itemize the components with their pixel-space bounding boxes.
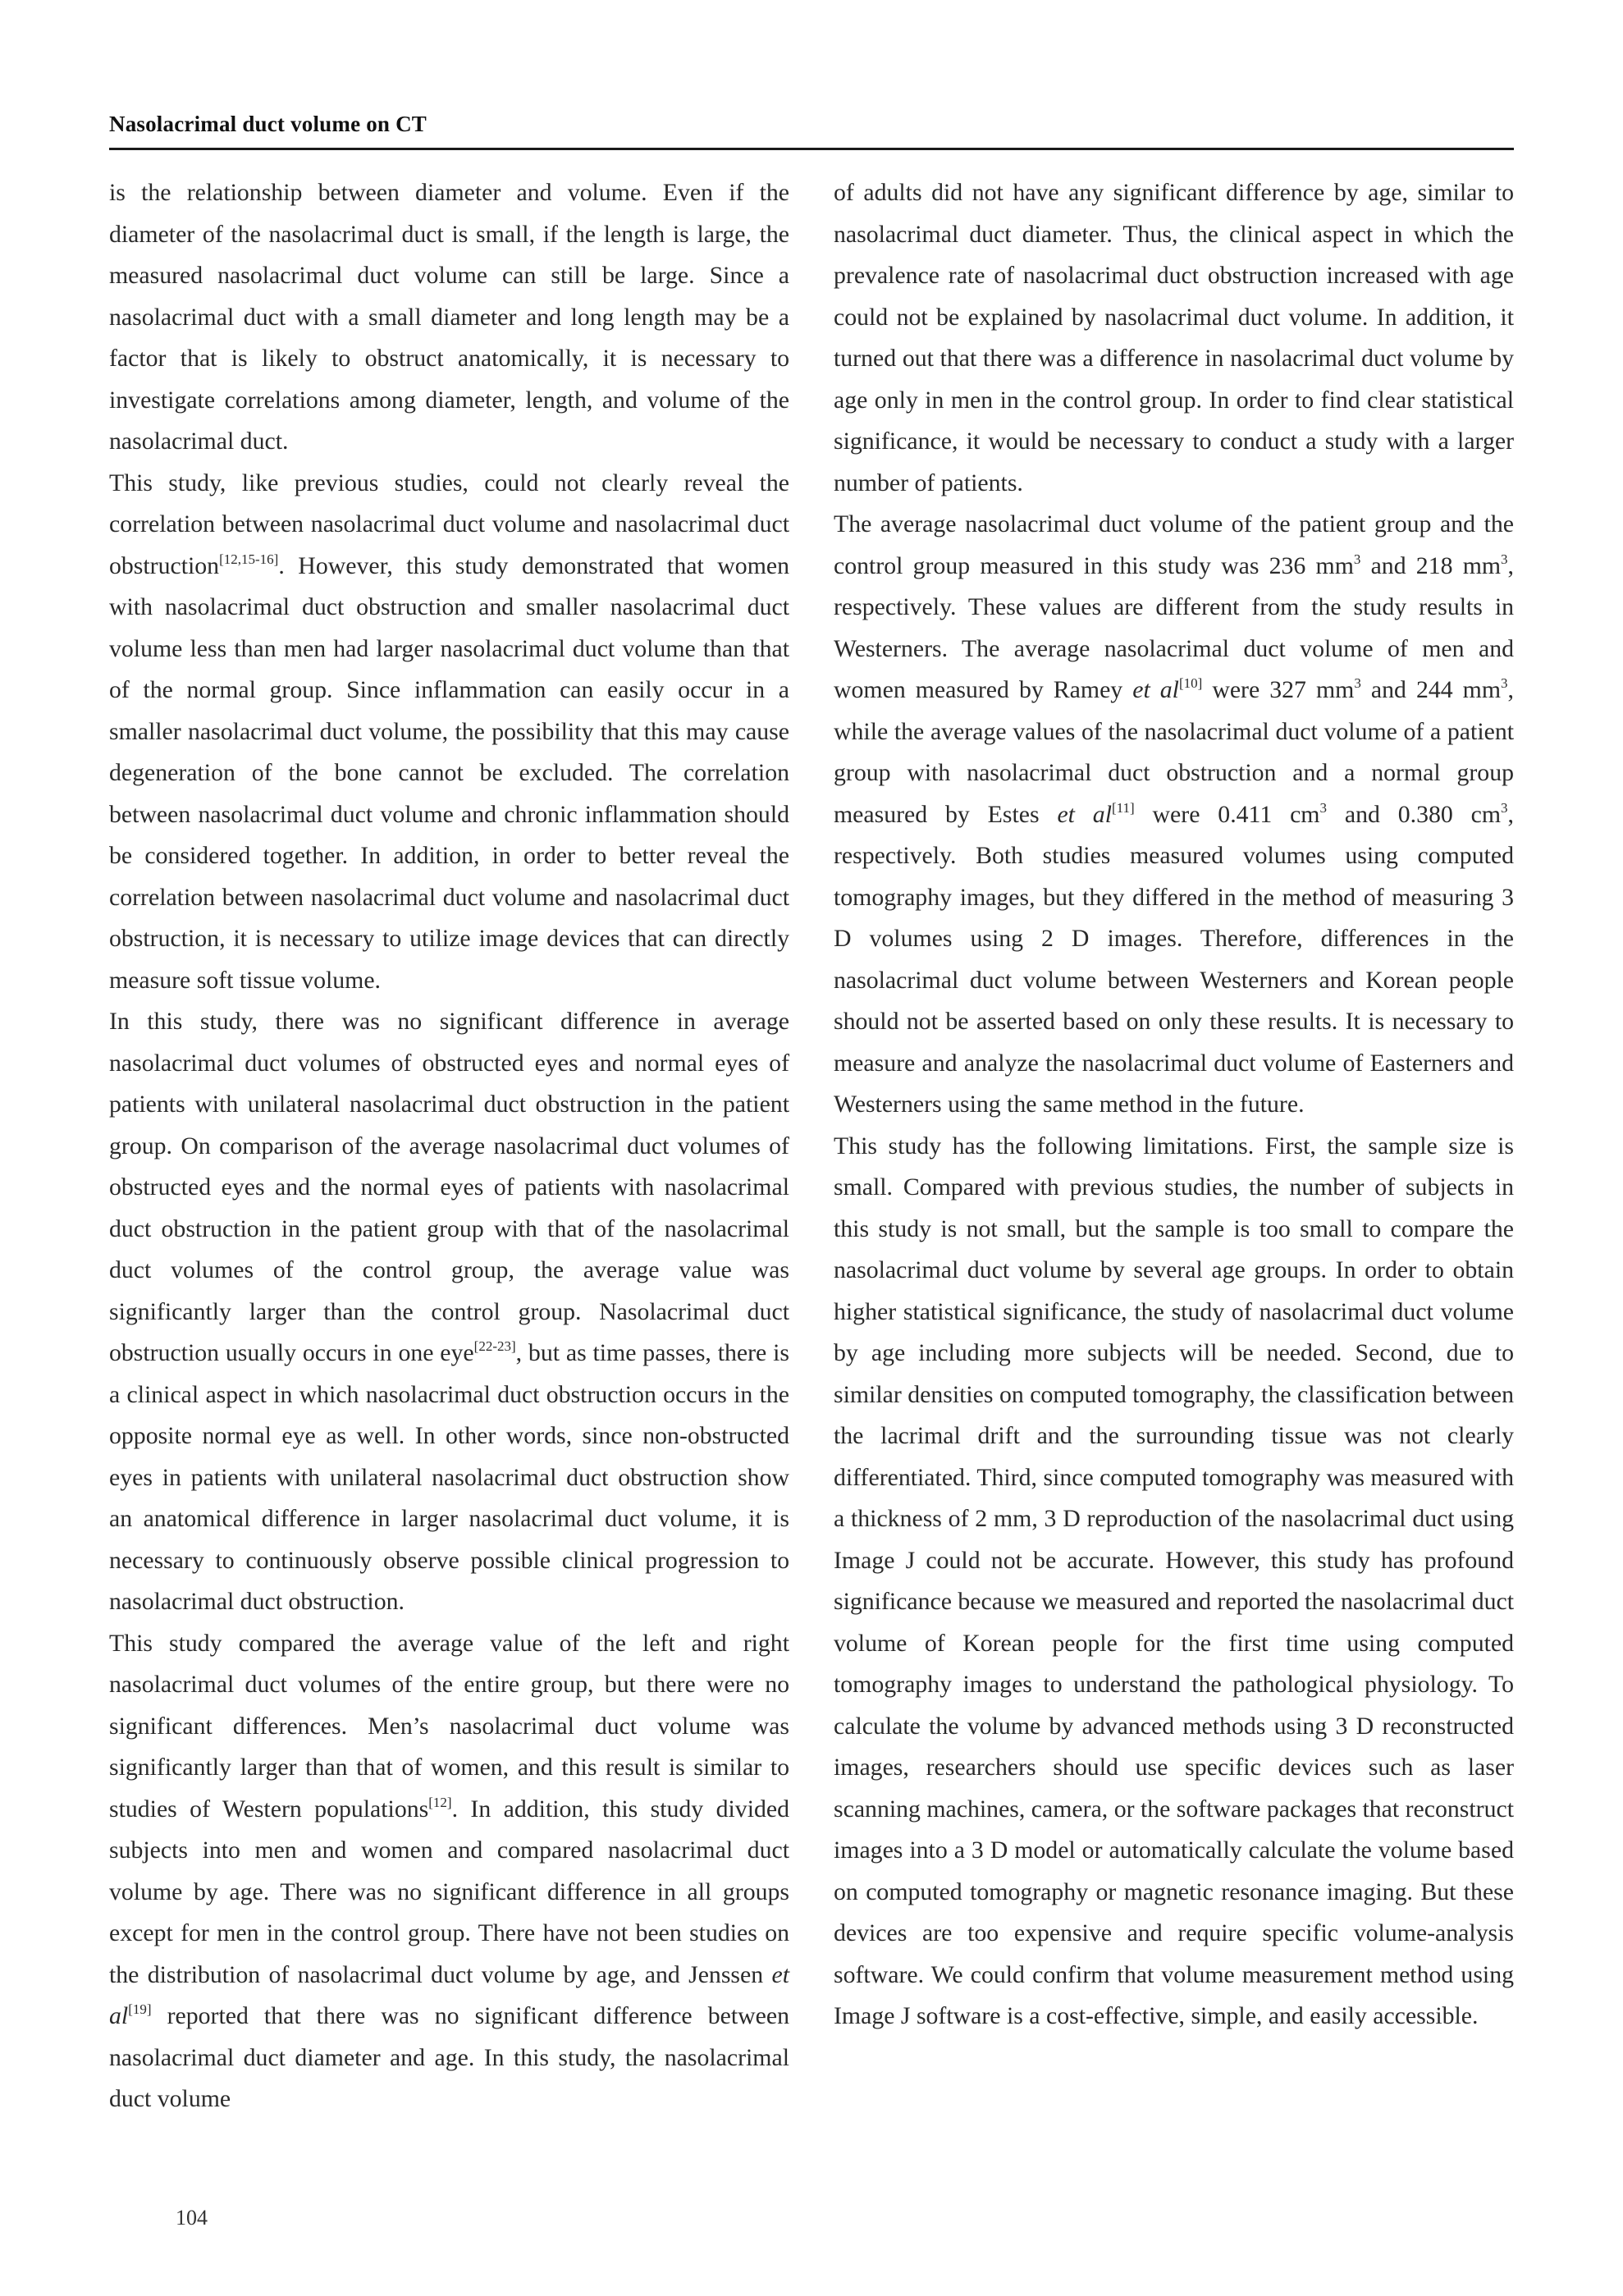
superscript: 3 xyxy=(1501,551,1508,567)
paragraph-limitations: This study has the following limitations. First, the sample size is small. Compared with previous studies, the number of subjects in this study is not small, but the sample is too small to compare the nasolacrimal duct volume by several age groups. In order to obtain higher statistical significance, the study of nasolacrimal duct volume by age including more subjects will be needed. Second, due to similar densities on computed tomography, the classification between the lacrimal drift and the surrounding tissue was not clearly differentiated. Third, since computed tomography was measured with a thickness of 2 mm, 3 D reproduction of the nasolacrimal duct using Image J could not be accurate. However, this study has profound significance because we measured and reported the nasolacrimal duct volume of Korean people for the first time using computed tomography images to understand the pathological physiology. To calculate the volume by advanced methods using 3 D reconstructed images, researchers should use specific devices such as laser scanning machines, camera, or the software packages that reconstruct images into a 3 D model or automatically calculate the volume based on computed tomography or magnetic resonance imaging. But these devices are too expensive and require specific volume-analysis software. We could confirm that volume measurement method using Image J software is a cost-effective, simple, and easily accessible. xyxy=(834,1132,1514,2029)
et-al: et al xyxy=(1132,676,1179,703)
text-run: , but as time passes, there is a clinical aspect in which nasolacrimal duct obstruction occurs in the opposite normal eye as well. In other words, since non-obstructed eyes in patients with unilateral nasolacrimal duct obstruction show an anatomical difference in larger nasolacrimal duct volume, it is necessary to continuously observe possible clinical progression to nasolacrimal duct obstruction. xyxy=(109,1339,789,1615)
et-al: et al xyxy=(109,1960,789,2029)
citation: [12,15-16] xyxy=(219,551,279,567)
text-run: In this study, there was no significant difference in average nasolacrimal duct volumes of obstructed eyes and normal eyes of patients with unilateral nasolacrimal duct obstruction in the patient group. On comparison of the average nasolacrimal duct volumes of obstructed eyes and the normal eyes of patients with nasolacrimal duct obstruction in the patient group with that of the nasolacrimal duct volumes of the control group, the average value was significantly larger than the control group. Nasolacrimal duct obstruction usually occurs in one eye xyxy=(109,1008,789,1366)
citation: [19] xyxy=(128,2001,152,2018)
text-run: The average nasolacrimal duct volume of the patient group and the control group measured in this study was 236 mm xyxy=(834,510,1514,579)
citation: [11] xyxy=(1111,799,1135,816)
paragraph-obstructed-eyes xyxy=(109,1001,789,1623)
text-run: . However, this study demonstrated that women with nasolacrimal duct obstruction and smaller nasolacrimal duct volume less than men had larger nasolacrimal duct volume than that of the normal group. Since inflammation can easily occur in a smaller nasolacrimal duct volume, the possibility that this may cause degeneration of the bone cannot be excluded. The correlation between nasolacrimal duct volume and chronic inflammation should be considered together. In addition, in order to better reveal the correlation between nasolacrimal duct volume and nasolacrimal duct obstruction, it is necessary to utilize image devices that can directly measure soft tissue volume. xyxy=(109,551,789,994)
text-run: , respectively. These values are different from the study results in Westerners. The average nasolacrimal duct volume of men and women measured by Ramey xyxy=(834,551,1514,703)
left-column xyxy=(109,172,789,2120)
et-al: et al xyxy=(1057,800,1112,828)
paragraph-correlation-obstruction xyxy=(109,463,789,1002)
right-column xyxy=(834,172,1514,2038)
superscript: 3 xyxy=(1319,799,1327,816)
text-run: and 244 mm xyxy=(1360,676,1502,703)
text-run: were 327 mm xyxy=(1202,676,1355,703)
text-run: were 0.411 cm xyxy=(1134,800,1320,828)
paragraph-left-right-volumes xyxy=(109,1623,789,2120)
citation: [10] xyxy=(1178,675,1203,692)
text-run: and 218 mm xyxy=(1360,551,1502,579)
text-run: This study, like previous studies, could not clearly reveal the correlation between nasolacrimal duct volume and nasolacrimal duct obstruction xyxy=(109,469,789,579)
citation: [12] xyxy=(428,1794,452,1810)
text-run: , respectively. Both studies measured volumes using computed tomography images, but they differed in the method of measuring 3 D volumes using 2 D images. Therefore, differences in the nasolacrimal duct volume between Westerners and Korean people should not be asserted based on only these results. It is necessary to measure and analyze the nasolacrimal duct volume of Easterners and Westerners using the same method in the future. xyxy=(834,800,1514,1118)
running-title: Nasolacrimal duct volume on CT xyxy=(109,112,427,136)
text-run: and 0.380 cm xyxy=(1327,800,1502,828)
page-number: 104 xyxy=(176,2206,208,2230)
superscript: 3 xyxy=(1501,799,1508,816)
superscript: 3 xyxy=(1353,551,1361,567)
text-run: reported that there was no significant difference between nasolacrimal duct diameter and age. In this study, the nasolacrimal duct volume xyxy=(109,2002,789,2112)
superscript: 3 xyxy=(1354,675,1361,692)
paragraph-adult-age: of adults did not have any significant difference by age, similar to nasolacrimal duct diameter. Thus, the clinical aspect in which the prevalence rate of nasolacrimal duct obstruction increased with age could not be explained by nasolacrimal duct volume. In addition, it turned out that there was a difference in nasolacrimal duct volume by age only in men in the control group. In order to find clear statistical significance, it would be necessary to conduct a study with a larger number of patients. xyxy=(834,179,1514,496)
paragraph-average-volume xyxy=(834,504,1514,1126)
text-run: , while the average values of the nasolacrimal duct volume of a patient group with nasolacrimal duct obstruction and a normal group measured by Estes xyxy=(834,676,1514,828)
text-run: This study compared the average value of the left and right nasolacrimal duct volumes of the entire group, but there were no significant differences. Men’s nasolacrimal duct volume was significantly larger than that of women, and this result is similar to studies of Western populations xyxy=(109,1629,789,1823)
citation: [22-23] xyxy=(473,1338,516,1355)
superscript: 3 xyxy=(1501,675,1508,692)
text-run: . In addition, this study divided subjects into men and women and compared nasolacrimal duct volume by age. There was no significant difference in all groups except for men in the control group. There have not been studies on the distribution of nasolacrimal duct volume by age, and Jenssen xyxy=(109,1795,789,1988)
paragraph-diameter-volume: is the relationship between diameter and volume. Even if the diameter of the nasolacrimal duct is small, if the length is large, the measured nasolacrimal duct volume can still be large. Since a nasolacrimal duct with a small diameter and long length may be a factor that is likely to obstruct anatomically, it is necessary to investigate correlations among diameter, length, and volume of the nasolacrimal duct. xyxy=(109,179,789,455)
header-rule xyxy=(109,148,1514,150)
